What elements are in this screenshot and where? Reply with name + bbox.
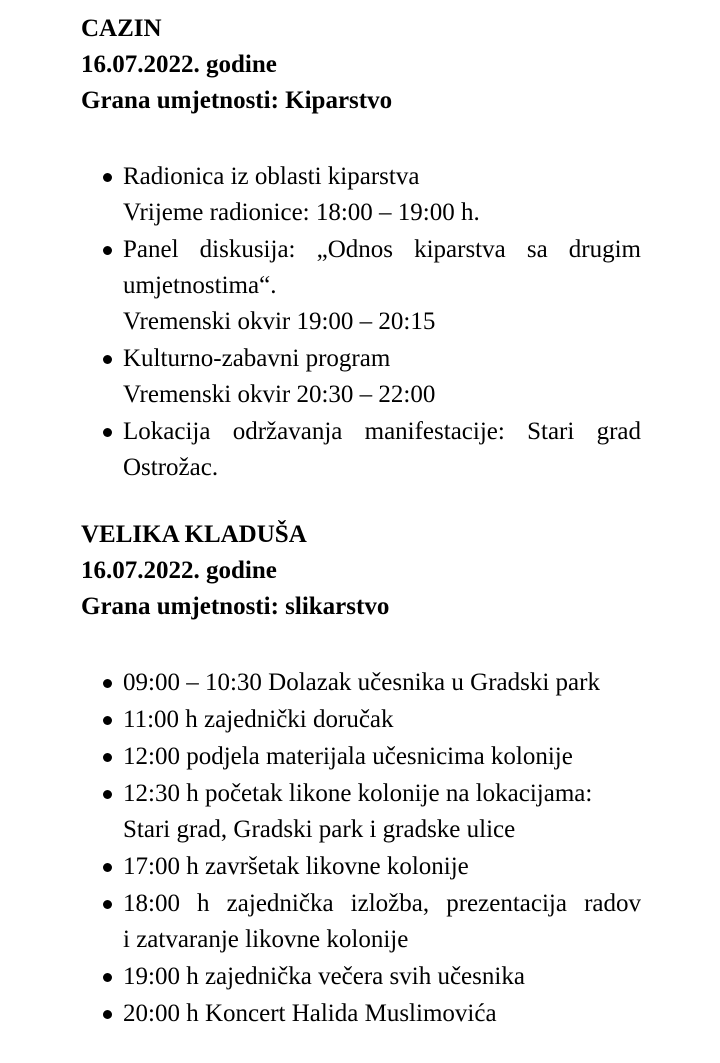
list-item — [81, 886, 641, 958]
item-text-line: Radionica iz oblasti kiparstva — [123, 163, 420, 190]
item-text-line: Ostrožac. — [123, 454, 219, 481]
item-text-line: 11:00 h zajednički doručak — [123, 706, 394, 733]
list-item — [81, 776, 641, 848]
bullet-icon — [103, 716, 112, 725]
item-text-line: 17:00 h završetak likovne kolonije — [123, 853, 469, 880]
bullet-icon — [103, 355, 112, 364]
item-text-line: Lokacija održavanja manifestacije: Stari grad — [123, 418, 641, 445]
list-item — [81, 739, 641, 775]
list-item — [81, 341, 641, 413]
kladusa-program-list — [81, 665, 641, 1032]
item-text-line: Vremenski okvir 19:00 – 20:15 — [123, 308, 436, 335]
section-art-branch: Grana umjetnosti: slikarstvo — [81, 593, 390, 620]
item-text-line: umjetnostima“. — [123, 272, 277, 299]
list-item — [81, 959, 641, 995]
item-text-line: Vremenski okvir 20:30 – 22:00 — [123, 381, 436, 408]
item-text-line: Kulturno-zabavni program — [123, 345, 391, 372]
section-city-title: VELIKA KLADUŠA — [81, 521, 307, 548]
bullet-icon — [103, 863, 112, 872]
item-text-line: 12:30 h početak likone kolonije na lokacijama: — [123, 780, 593, 807]
bullet-icon — [103, 973, 112, 982]
list-item — [81, 232, 641, 340]
item-text-line: Vrijeme radionice: 18:00 – 19:00 h. — [123, 199, 480, 226]
item-text-line: Panel diskusija: „Odnos kiparstva sa drugim — [123, 236, 641, 263]
cazin-program-list — [81, 159, 641, 486]
bullet-icon — [103, 753, 112, 762]
item-text-line: 20:00 h Koncert Halida Muslimovića — [123, 1000, 497, 1027]
bullet-icon — [103, 1010, 112, 1019]
item-text-line: 09:00 – 10:30 Dolazak učesnika u Gradski park — [123, 669, 600, 696]
item-text-line: i zatvaranje likovne kolonije — [123, 926, 409, 953]
section-date: 16.07.2022. godine — [81, 557, 277, 584]
bullet-icon — [103, 428, 112, 437]
section-cazin — [81, 11, 641, 486]
item-text-line: 12:00 podjela materijala učesnicima kolonije — [123, 743, 573, 770]
list-item — [81, 996, 641, 1032]
list-item — [81, 665, 641, 701]
list-item — [81, 159, 641, 231]
item-text-line: 19:00 h zajednička večera svih učesnika — [123, 963, 525, 990]
item-text-line: Stari grad, Gradski park i gradske ulice — [123, 816, 516, 843]
item-text-line: 18:00 h zajednička izložba, prezentacija radov — [123, 890, 641, 917]
bullet-icon — [103, 679, 112, 688]
bullet-icon — [103, 173, 112, 182]
list-item — [81, 414, 641, 486]
bullet-icon — [103, 246, 112, 255]
section-velika-kladusa — [81, 517, 641, 1032]
section-art-branch: Grana umjetnosti: Kiparstvo — [81, 87, 393, 114]
section-date: 16.07.2022. godine — [81, 51, 277, 78]
bullet-icon — [103, 900, 112, 909]
list-item — [81, 849, 641, 885]
section-city-title: CAZIN — [81, 15, 162, 42]
bullet-icon — [103, 790, 112, 799]
list-item — [81, 702, 641, 738]
